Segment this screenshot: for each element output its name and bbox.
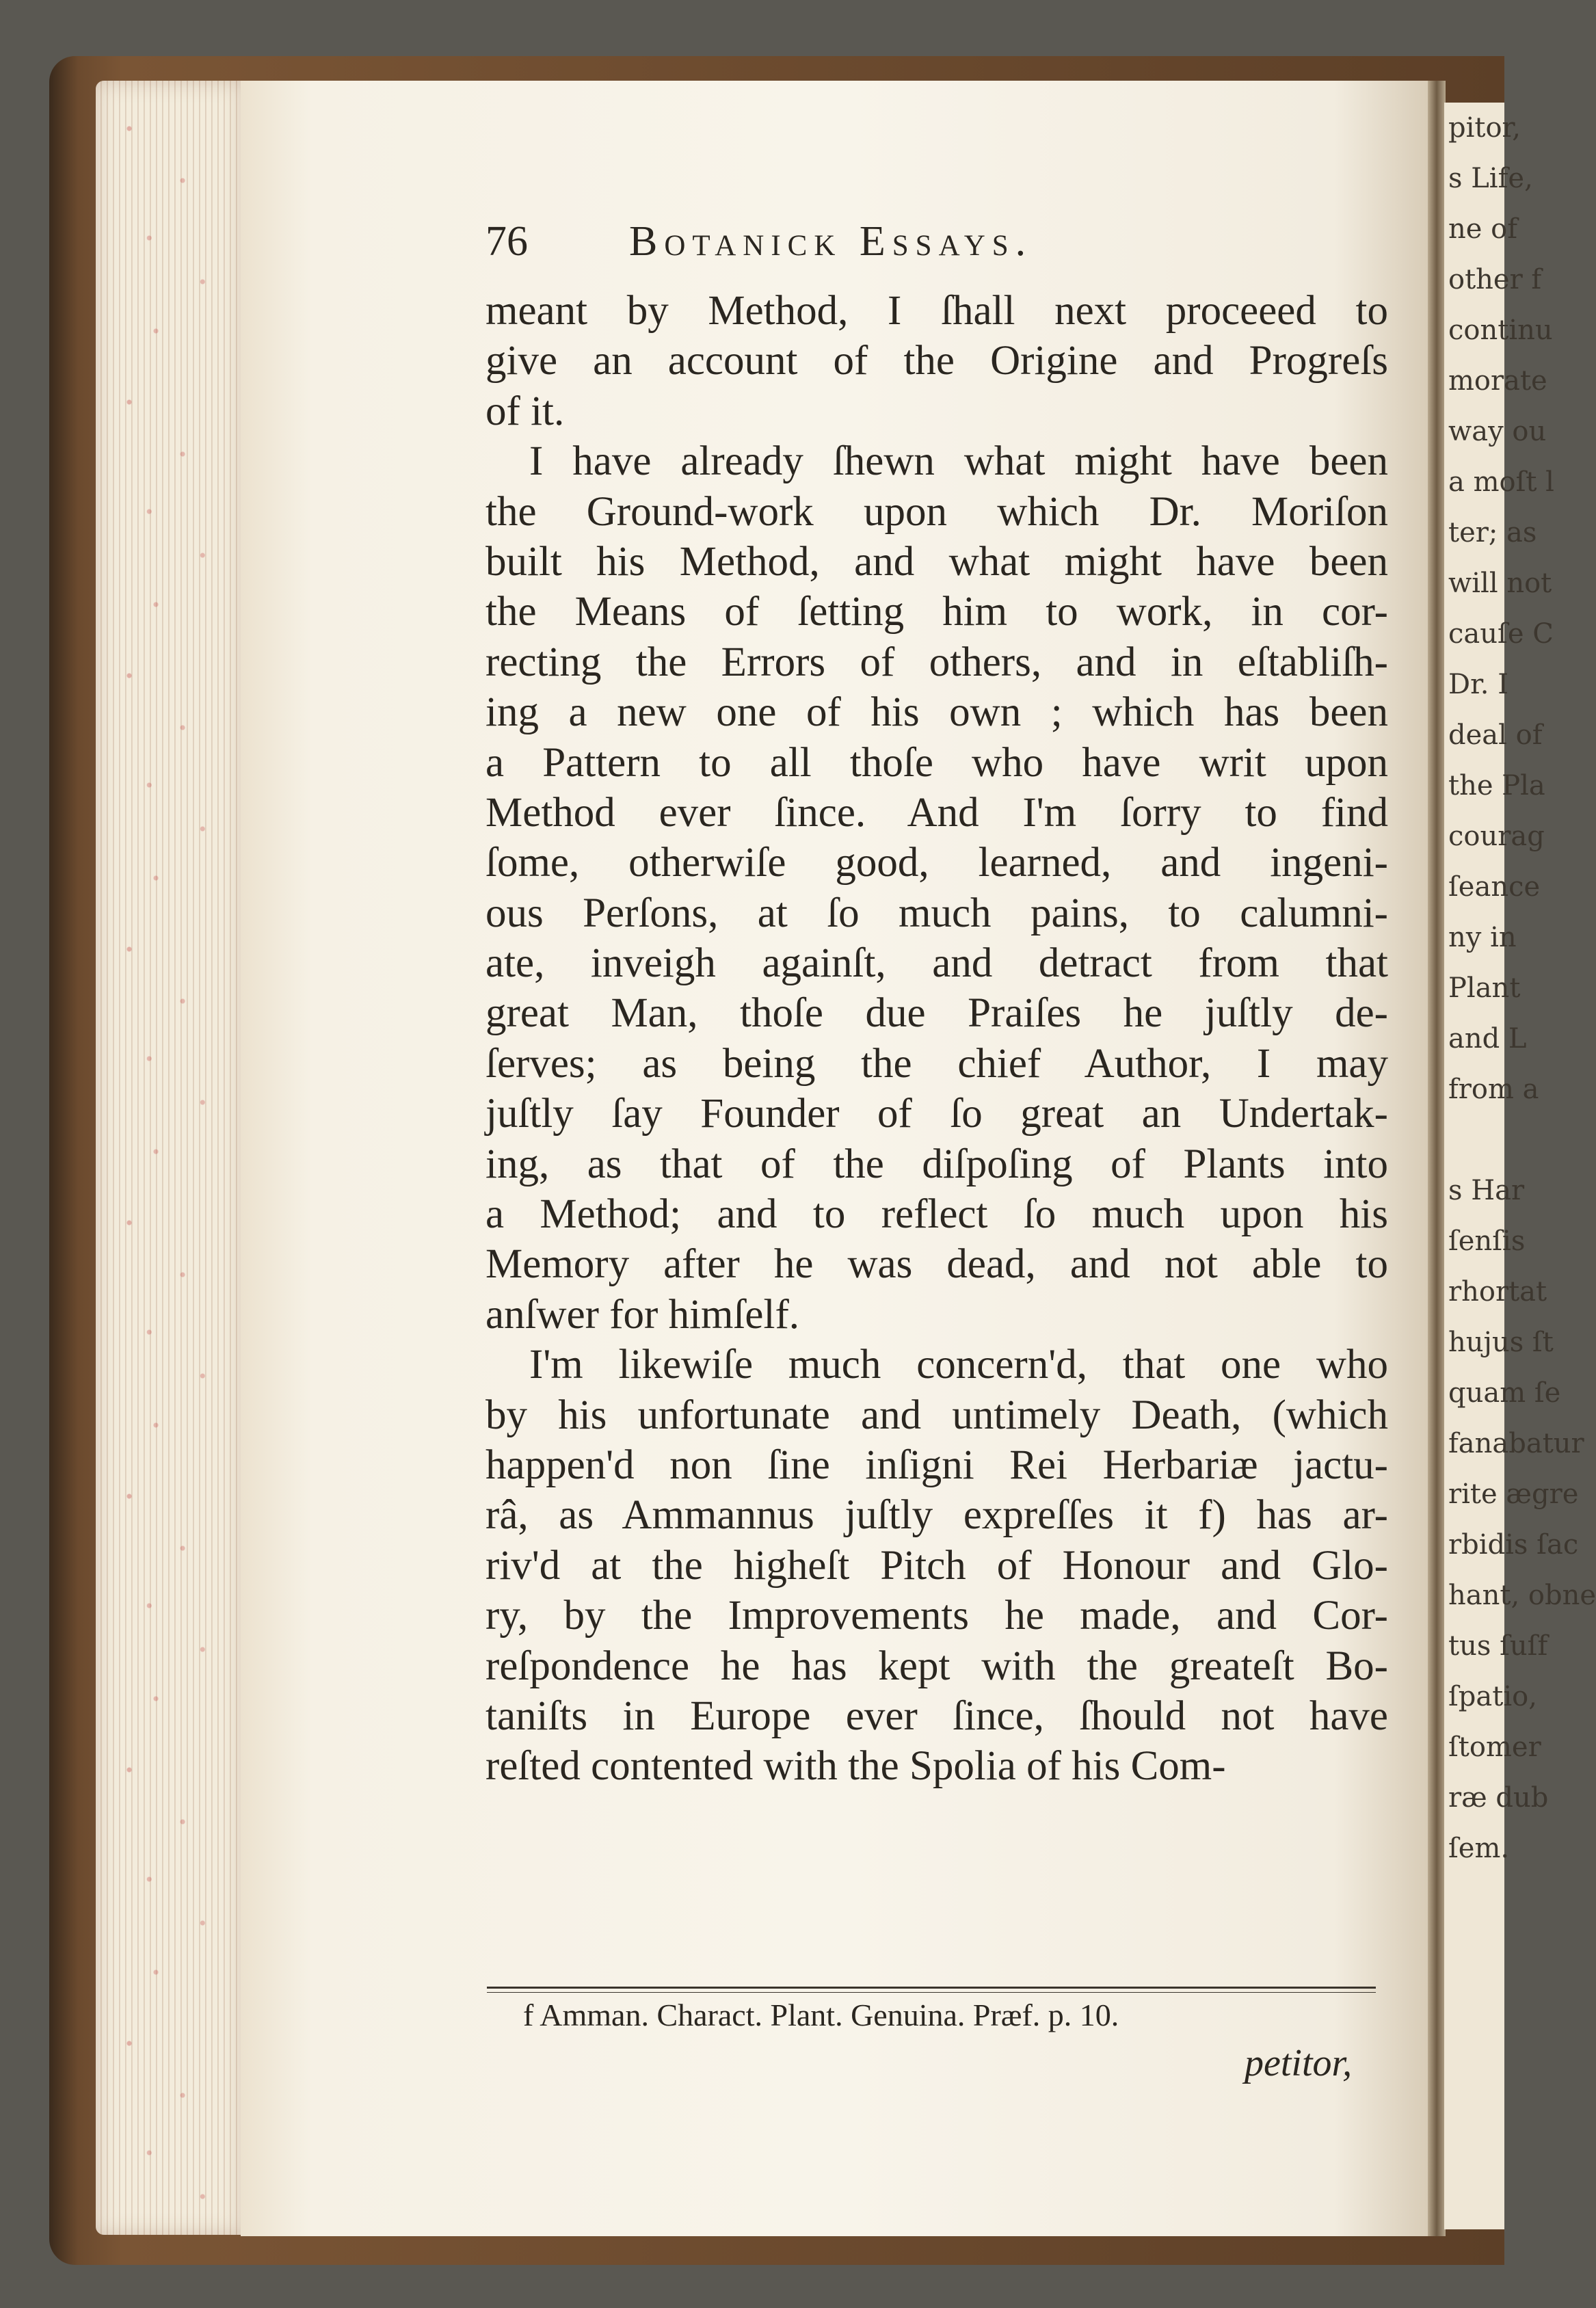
- text-line: happen'd non ſine inſigni Rei Herbariæ jactu-: [486, 1442, 1388, 1488]
- facing-page-line: rbidis ſac: [1448, 1529, 1579, 1561]
- text-line: ate, inveigh againſt, and detract from that: [486, 940, 1388, 987]
- text-line: meant by Method, I ſhall next proceeed to: [486, 288, 1388, 334]
- text-line: I'm likewiſe much concern'd, that one who: [529, 1342, 1388, 1388]
- facing-page-line: and L: [1448, 1023, 1527, 1054]
- facing-page-line: a moſt l: [1448, 466, 1554, 498]
- running-title: Botanick Essays.: [629, 218, 1033, 265]
- facing-page-line: ſtomer: [1448, 1732, 1541, 1763]
- text-line: of it.: [486, 388, 565, 434]
- facing-page-line: ſpatio,: [1448, 1681, 1537, 1712]
- facing-page-line: ſenſis: [1448, 1225, 1526, 1257]
- facing-page-line: s Har: [1448, 1175, 1525, 1206]
- facing-page-line: tus ſuſf: [1448, 1630, 1548, 1662]
- facing-page-line: ſeance: [1448, 871, 1541, 903]
- text-line: ous Perſons, at ſo much pains, to calumni-: [486, 890, 1388, 936]
- facing-page-line: will not: [1448, 568, 1552, 599]
- facing-page-line: ter; as: [1448, 517, 1537, 548]
- text-line: Memory after he was dead, and not able to: [486, 1241, 1388, 1288]
- text-line: ry, by the Improvements he made, and Cor-: [486, 1593, 1388, 1639]
- text-line: râ, as Ammannus juſtly expreſſes it f) has ar-: [486, 1492, 1388, 1539]
- facing-page-line: continu: [1448, 315, 1553, 346]
- facing-page-line: [1444, 1115, 1504, 1165]
- text-line: riv'd at the higheſt Pitch of Honour and Glo-: [486, 1542, 1388, 1589]
- text-line: ing, as that of the diſpoſing of Plants into: [486, 1141, 1388, 1187]
- facing-page-line: s Life,: [1448, 163, 1533, 194]
- book-gutter: [1428, 81, 1446, 2236]
- text-line: by his unfortunate and untimely Death, (which: [486, 1392, 1388, 1438]
- facing-page-line: ſem.: [1448, 1833, 1510, 1864]
- facing-page-line: Plant: [1448, 972, 1521, 1004]
- facing-page-line: morate: [1448, 365, 1547, 397]
- facing-page-line: ræ dub: [1448, 1782, 1549, 1814]
- text-line: Method ever ſince. And I'm ſorry to find: [486, 789, 1388, 836]
- facing-page-line: fanabatur: [1448, 1428, 1584, 1459]
- text-line: ſome, otherwiſe good, learned, and ingeni-: [486, 840, 1388, 886]
- facing-page-line: rhortat: [1448, 1276, 1547, 1308]
- facing-page-line: ne of: [1448, 213, 1518, 245]
- facing-page-line: cauſe C: [1448, 618, 1554, 650]
- text-line: ſerves; as being the chief Author, I may: [486, 1040, 1388, 1087]
- running-head: [486, 217, 1374, 272]
- text-line: give an account of the Origine and Progreſs: [486, 338, 1388, 384]
- text-line: built his Method, and what might have been: [486, 538, 1388, 585]
- facing-page-fragment: [1444, 103, 1596, 2229]
- text-line: a Method; and to reflect ſo much upon his: [486, 1191, 1388, 1238]
- facing-page-line: the Pla: [1448, 770, 1545, 801]
- facing-page-line: way ou: [1448, 416, 1547, 447]
- text-line: I have already ſhewn what might have been: [529, 438, 1388, 485]
- text-line: the Means of ſetting him to work, in cor-: [486, 589, 1388, 635]
- text-line: recting the Errors of others, and in eſtabliſh-: [486, 639, 1388, 685]
- facing-page-line: rite ægre: [1448, 1478, 1579, 1510]
- text-line: great Man, thoſe due Praiſes he juſtly de-: [486, 990, 1388, 1037]
- text-line: taniſts in Europe ever ſince, ſhould not have: [486, 1693, 1388, 1739]
- facing-page-line: deal of: [1448, 719, 1543, 751]
- facing-page-line: hant, obne: [1448, 1580, 1596, 1611]
- text-line: ing a new one of his own ; which has been: [486, 689, 1388, 736]
- body-text: [486, 286, 1388, 1792]
- footnote-rule: [487, 1987, 1376, 1993]
- text-line: reſted contented with the Spolia of his Com-: [486, 1743, 1226, 1790]
- text-line: reſpondence he has kept with the greateſt Bo-: [486, 1643, 1388, 1689]
- facing-page-line: other f: [1448, 264, 1542, 295]
- text-line: the Ground-work upon which Dr. Moriſon: [486, 488, 1388, 535]
- facing-page-line: hujus ſt: [1448, 1327, 1554, 1358]
- footnote: f Amman. Charact. Plant. Genuina. Præf. p. 10.: [523, 1998, 1119, 2032]
- text-line: a Pattern to all thoſe who have writ upon: [486, 739, 1388, 786]
- facing-page-line: Dr. I: [1448, 669, 1509, 700]
- page-number: 76: [486, 218, 528, 265]
- facing-page-line: from a: [1448, 1074, 1539, 1105]
- facing-page-line: courag: [1448, 821, 1545, 852]
- facing-page-line: ny in: [1448, 922, 1517, 953]
- red-sprinkled-edge: [103, 96, 236, 2216]
- facing-page-line: quam ſe: [1448, 1377, 1561, 1409]
- text-line: juſtly ſay Founder of ſo great an Undertak-: [486, 1091, 1388, 1137]
- text-line: anſwer for himſelf.: [486, 1291, 800, 1338]
- catchword: petitor,: [1245, 2042, 1353, 2084]
- facing-page-line: pitor,: [1448, 112, 1521, 144]
